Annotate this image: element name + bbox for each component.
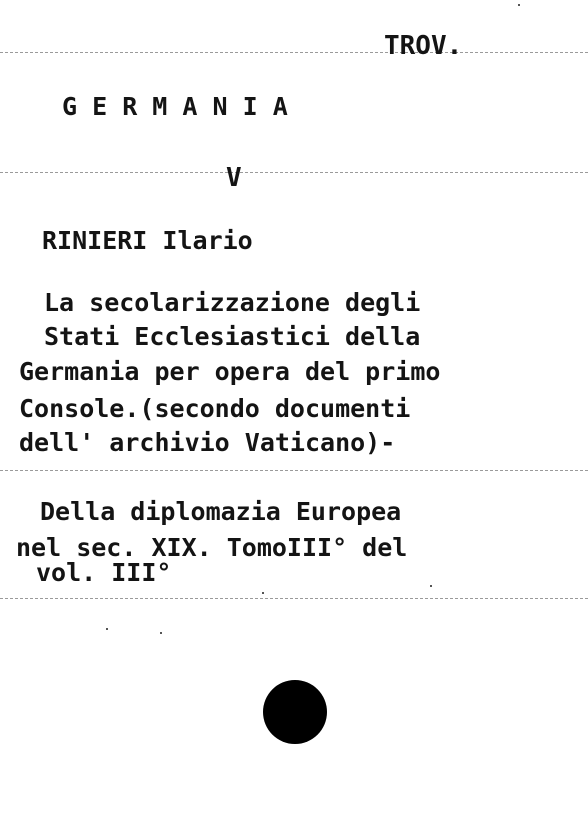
source-line: Della diplomazia Europea [40, 497, 402, 526]
scan-speck [262, 592, 264, 594]
volume-mark: V [226, 163, 242, 193]
source-line: vol. III° [36, 558, 172, 587]
title-line: Console.(secondo documenti [19, 394, 411, 423]
country-heading: G E R M A N I A [62, 92, 288, 121]
title-line: dell' archivio Vaticano)- [19, 428, 396, 457]
author-name: RINIERI Ilario [42, 226, 253, 255]
punch-hole [263, 680, 327, 744]
ruling-line [0, 470, 588, 471]
ruling-line [0, 172, 588, 173]
source-line: nel sec. XIX. TomoIII° del [16, 533, 408, 562]
scan-speck [430, 585, 432, 587]
ruling-line [0, 52, 588, 53]
ruling-line [0, 598, 588, 599]
title-line: La secolarizzazione degli [44, 288, 421, 317]
title-line: Stati Ecclesiastici della [44, 322, 421, 351]
card-code: TROV. [384, 31, 463, 61]
scan-speck [106, 628, 108, 630]
title-line: Germania per opera del primo [19, 357, 441, 386]
scan-speck [518, 4, 520, 6]
scan-speck [160, 632, 162, 634]
